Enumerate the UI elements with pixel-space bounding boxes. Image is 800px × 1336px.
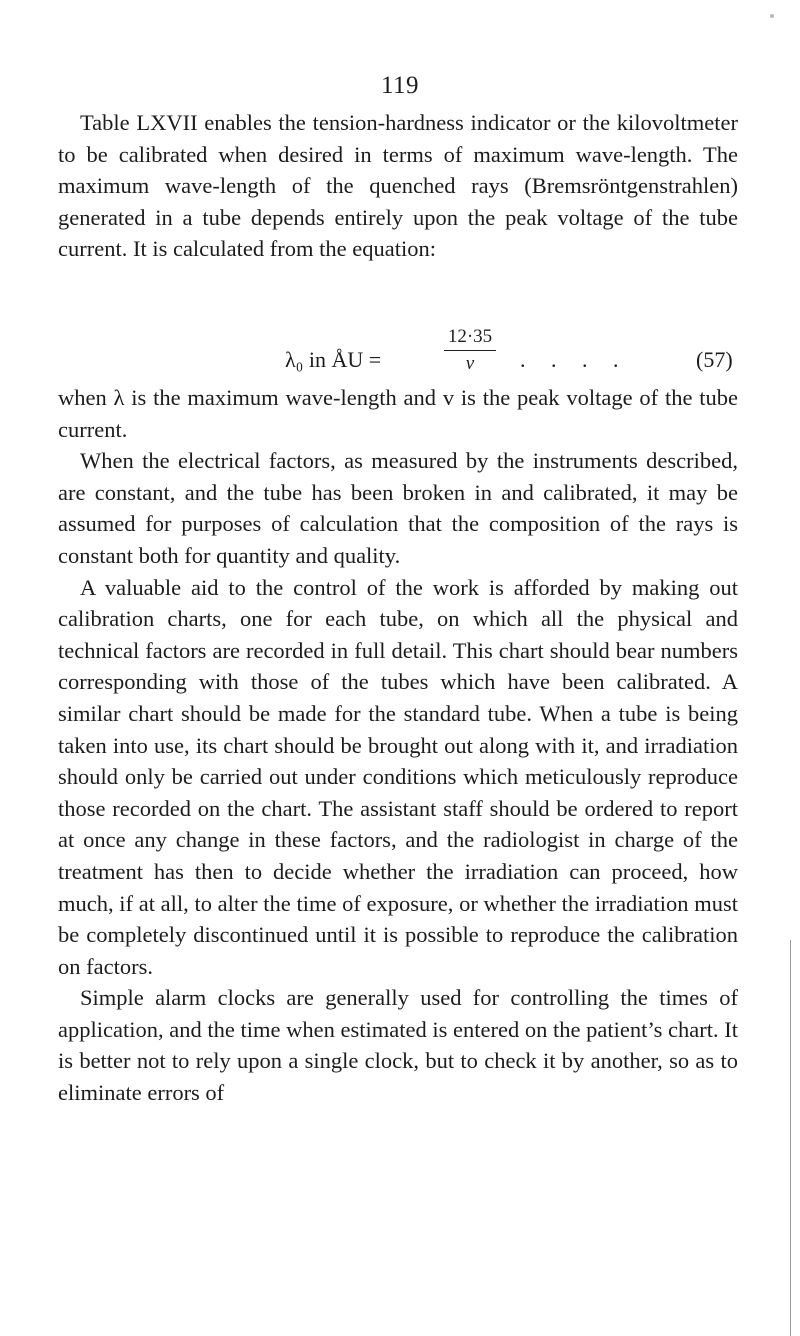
equation-lhs: λ₀ in ÅU =	[285, 347, 382, 372]
equation-leader-dots: . . . .	[520, 347, 629, 372]
equation-57	[0, 326, 800, 388]
equation-fraction	[440, 324, 500, 377]
equation-number: (57)	[696, 347, 733, 372]
paragraph: A valuable aid to the control of the work is afforded by making out calibration charts, one for each tube, on which all the physical and technical factors are recorded in full detail. This chart should bear numbers corresponding with those of the tubes which have been calibrated. A similar chart should be made for the standard tube. When a tube is being taken into use, its chart should be brought out along with it, and irradiation should only be carried out under conditions which meticulously reproduce those recorded on the chart. The assistant staff should be ordered to report at once any change in these factors, and the radiologist in charge of the treatment has then to decide whether the irradiation can proceed, how much, if at all, to alter the time of exposure, or whether the irradiation must be completely discontinued until it is possible to reproduce the calibration on factors.	[58, 574, 738, 979]
equation-numerator: 12·35	[447, 326, 493, 347]
paragraph: Simple alarm clocks are generally used for controlling the times of application, and the time when estimated is entered on the patient’s chart. It is better not to rely upon a single clock, but to check it by another, so as to eliminate errors of	[58, 985, 738, 1106]
paragraph: When the electrical factors, as measured by the instruments described, are constant, and the tube has been broken in and calibrated, it may be assumed for purposes of calculation that the composition of the rays is constant both for quantity and quality.	[58, 448, 738, 568]
equation-denominator: v	[465, 353, 475, 374]
scan-speck	[770, 14, 774, 18]
page-number: 119	[380, 72, 420, 99]
paragraph: when λ is the maximum wave-length and v is the peak voltage of the tube current.	[58, 385, 738, 442]
scan-edge-line	[790, 940, 791, 1336]
text-block-before-equation	[58, 107, 738, 265]
paragraph: Table LXVII enables the tension-hardness indicator or the kilovoltmeter to be calibrated when desired in terms of maximum wave-length. The maximum wave-length of the quenched rays (Bremsröntgenstrahlen) generated in a tube depends entirely upon the peak voltage of the tube current. It is calculated from the equation:	[58, 110, 738, 262]
text-block-after-equation	[58, 382, 738, 1109]
fraction-bar	[444, 350, 496, 351]
